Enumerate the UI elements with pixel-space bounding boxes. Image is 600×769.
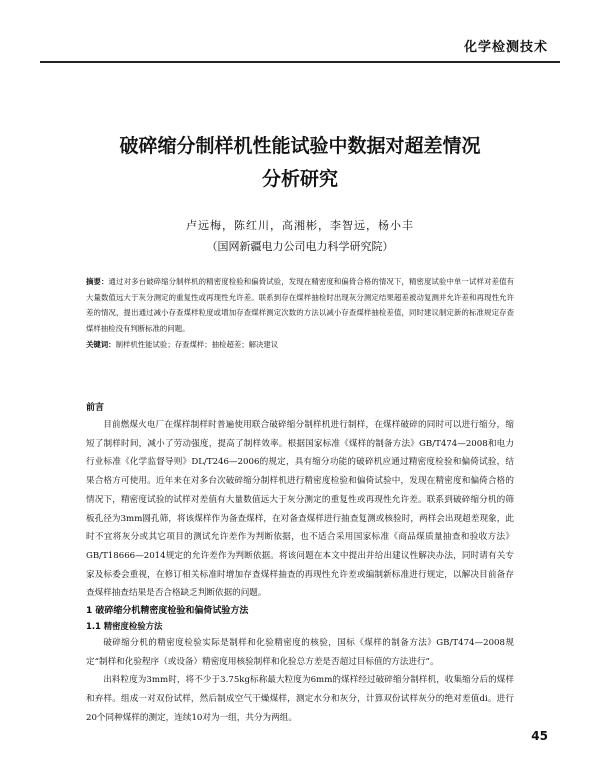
abstract-block — [86, 274, 514, 353]
intro-paragraph: 目前燃煤火电厂在煤样制样时普遍使用联合破碎缩分制样机进行制样，在煤样破碎的同时可以进行缩分，缩短了制样时间，减小了劳动强度，提高了制样效率。根据国家标准《煤样的制备方法》GB/T474—2008和电力行业标准《化学监督导则》DL/T246—2006的规定，具有缩分功能的破碎机应通过精密度检验和偏倚试验，结果合格方可使用。近年来在对多台次破碎缩分制样机进行精密度检验和偏倚试验中，发现在精密度和偏倚合格的情况下，精密度试验的试样对差值有大量数值远大于灰分测定的重复性或再现性允许差。联系到破碎缩分机的筛板孔径为3mm圆孔筛，将该煤样作为备查煤样，在对备查煤样进行抽查复测或核验时，两样会出现超差现象，此时不宜将灰分或其它项目的测试允许差作为判断依据，也不适合采用国家标准《商品煤质量抽查和验收方法》GB/T18666—2014规定的允许差作为判断依据。将该问题在本文中提出并给出建议性解决办法，同时请有关专家及标委会重视，在修订相关标准时增加存查煤样抽查的再现性允许差或编制新标准进行规定，以解决目前备存查煤样抽查结果是否合格缺乏判断依据的问题。 — [86, 420, 514, 599]
keywords-label: 关键词： — [86, 340, 116, 349]
abstract — [86, 274, 514, 336]
keywords-text: 制样机性能试验；存查煤样；抽检超差；解决建议 — [115, 340, 279, 349]
page-number: 45 — [531, 729, 548, 743]
article-body — [86, 400, 514, 728]
header-divider — [40, 61, 560, 63]
abstract-label: 摘要： — [86, 277, 109, 286]
section-1-1-paragraph-1: 破碎缩分机的精密度检验实际是制样和化验精密度的核验，国标《煤样的制备方法》GB/T474—2008规定“制样和化验程序（或设备）精密度用核验制样和化验总方差是否超过目标值的方法进行”。 — [86, 638, 514, 667]
journal-section-label: 化学检测技术 — [463, 40, 548, 55]
abstract-text: 通过对多台破碎缩分制样机的精密度检验和偏倚试验，发现在精密度和偏倚合格的情况下，精密度试验中单一试样对差值有大量数值远大于灰分测定的重复性或再现性允许差。联系到存在煤样抽检时出现灰分测定结果超差被动复测并允许差和再现性允许差的情况，提出通过减小存查煤样粒度或增加存查煤样测定次数的方法以减小存查煤样抽检差值，同时建议制定新的标准规定存查煤样抽检没有判断标准的问题。 — [86, 277, 514, 333]
section-1-1-heading: 1.1 精密度检验方法 — [86, 621, 163, 632]
authors: 卢远梅，陈红川，高湘彬，李智远，杨小丰 — [186, 219, 414, 232]
section-1-1-paragraph-2: 出料粒度为3mm时，将不少于3.75kg标称最大粒度为6mm的煤样经过破碎缩分制样机，收集缩分后的煤样和弃样。组成一对双份试样，然后制成空气干燥煤样，测定水分和灰分，计算双份试样灰分的绝对差值di。进行20个同种煤样的测定，连续10对为一组，共分为两组。 — [86, 675, 514, 723]
article-title-line-1: 破碎缩分制样机性能试验中数据对超差情况 — [119, 135, 481, 157]
article-title-line-2: 分析研究 — [261, 168, 338, 190]
affiliation: （国网新疆电力公司电力科学研究院） — [206, 240, 394, 253]
article-title — [60, 130, 540, 196]
intro-heading: 前言 — [86, 403, 105, 413]
section-1-heading: 1 破碎缩分机精密度检验和偏倚试验方法 — [86, 606, 249, 617]
keywords — [86, 337, 514, 353]
